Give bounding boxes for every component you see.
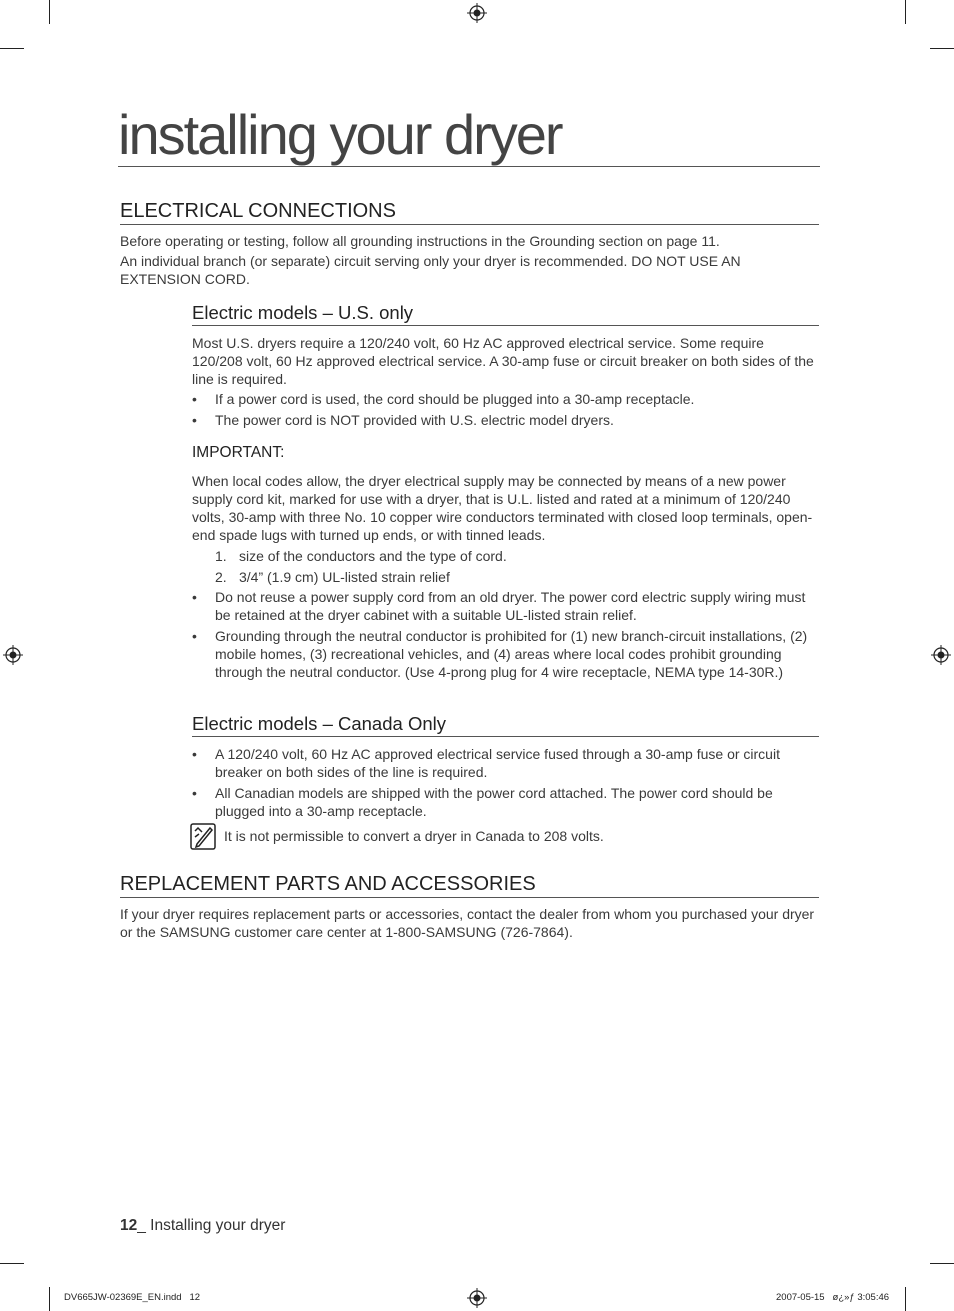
important-para: When local codes allow, the dryer electrical supply may be connected by means of a new power supply cord kit, marked for use with a dryer, that is U.L. listed and rated at a minimum of 120/240 volts, 30-amp with three No. 10 copper wire conductors terminated with closed loop terminals, open-end spade lugs with turned up ends, or with tinned leads. xyxy=(192,473,813,543)
registration-mark-icon xyxy=(467,1288,487,1308)
us-para: Most U.S. dryers require a 120/240 volt, 60 Hz AC approved electrical service. Some require 120/208 volt, 60 Hz approved electrical service. A 30-amp fuse or circuit breaker on both sides of the line is required. xyxy=(192,335,814,387)
crop-mark xyxy=(930,1263,954,1264)
crop-mark xyxy=(49,1287,50,1311)
crop-mark xyxy=(0,1263,24,1264)
registration-mark-icon xyxy=(931,645,951,665)
slug-file: DV665JW-02369E_EN.indd 12 xyxy=(64,1292,201,1303)
note-pencil-icon xyxy=(190,823,216,850)
canada-note: It is not permissible to convert a dryer in Canada to 208 volts. xyxy=(224,828,604,844)
page-number: 12 xyxy=(120,1217,138,1234)
page-title: installing your dryer xyxy=(118,108,820,167)
electrical-para-2: An individual branch (or separate) circuit serving only your dryer is recommended. DO NOT USE AN EXTENSION CORD. xyxy=(120,253,741,287)
slug-timestamp: 2007-05-15 ø¿»ƒ 3:05:46 xyxy=(776,1292,890,1303)
subsection-heading-canada: Electric models – Canada Only xyxy=(192,713,819,737)
important-heading: IMPORTANT: xyxy=(192,444,285,461)
parts-para: If your dryer requires replacement parts or accessories, contact the dealer from whom you purchased your dryer or the SAMSUNG customer care center at 1-800-SAMSUNG (726-7864). xyxy=(120,906,815,940)
crop-mark xyxy=(0,48,24,49)
footer-section-label: _ Installing your dryer xyxy=(137,1217,286,1234)
registration-mark-icon xyxy=(467,3,487,23)
crop-mark xyxy=(49,0,50,24)
crop-mark xyxy=(930,48,954,49)
electrical-para-1: Before operating or testing, follow all grounding instructions in the Grounding section on page 11. xyxy=(120,233,720,249)
page-footer xyxy=(120,1217,285,1235)
crop-mark xyxy=(905,1287,906,1311)
crop-mark xyxy=(905,0,906,24)
registration-mark-icon xyxy=(3,645,23,665)
section-heading-parts: REPLACEMENT PARTS AND ACCESSORIES xyxy=(120,872,819,898)
section-heading-electrical: ELECTRICAL CONNECTIONS xyxy=(120,199,819,225)
subsection-heading-us: Electric models – U.S. only xyxy=(192,302,819,326)
